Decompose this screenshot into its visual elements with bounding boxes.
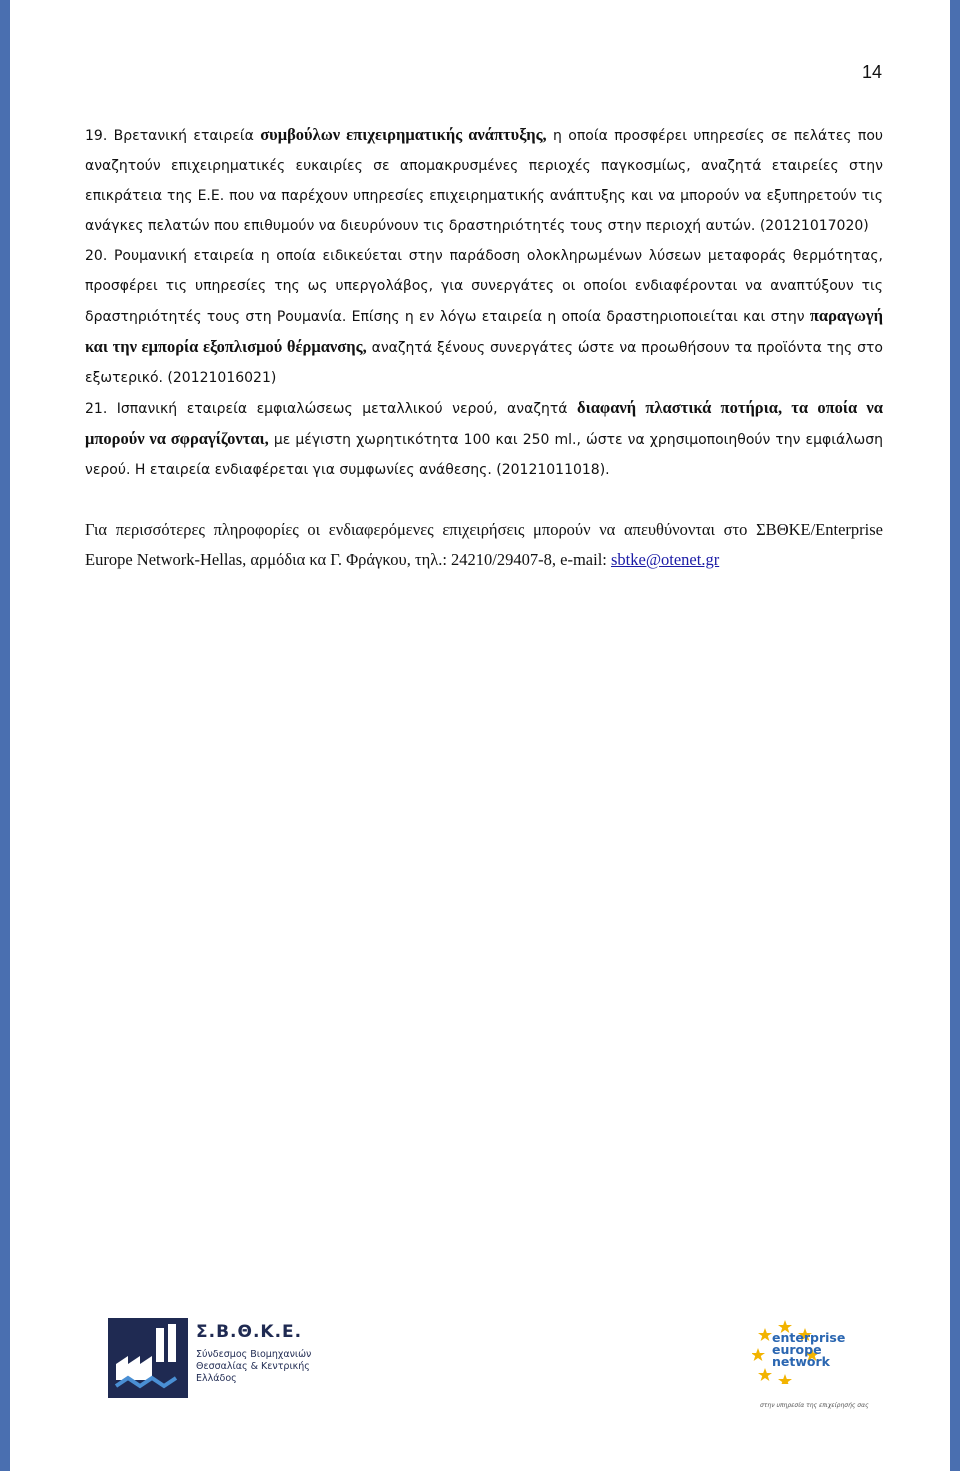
sbthke-subtitle: Σύνδεσμος Βιομηχανιών Θεσσαλίας & Κεντρικής Ελλάδος [196, 1349, 312, 1384]
item-21-text: με μέγιστη χωρητικότητα 100 και 250 ml., ώστε να χρησιμοποιηθούν την εμφιάλωση νερού. Η εταιρεία ενδιαφέρεται για συμφωνίες ανάθεσης. (20121011018). [85, 432, 883, 478]
contact-paragraph [85, 515, 883, 575]
item-19 [85, 120, 883, 241]
contact-text: Για περισσότερες πληροφορίες οι ενδιαφερόμενες επιχειρήσεις μπορούν να απευθύνονται στο ΣΒΘΚΕ/Enterprise Europe Network-Hellas, αρμόδια κα Γ. Φράγκου, τηλ.: 24210/29407-8, e-mail: [85, 520, 883, 569]
page-frame-left [0, 0, 10, 1471]
page-frame-right [950, 0, 960, 1471]
een-slogan: στην υπηρεσία της επιχείρησής σας [760, 1402, 869, 1409]
een-line-network: network [772, 1354, 830, 1369]
item-20-highlight: παραγωγή και την εμπορία εξοπλισμού θέρμανσης, [85, 306, 883, 356]
factory-logo-icon [108, 1318, 188, 1398]
sbthke-title: Σ.Β.Θ.Κ.Ε. [196, 1322, 303, 1342]
paragraph-spacer [85, 485, 883, 515]
een-wordmark [772, 1332, 845, 1368]
page-number: 14 [861, 62, 882, 82]
een-line-enterprise: enterprise [772, 1330, 846, 1345]
item-19-highlight: συμβούλων επιχειρηματικής ανάπτυξης, [260, 125, 547, 144]
email-link[interactable]: sbtke@otenet.gr [611, 550, 720, 569]
item-19-text: η οποία προσφέρει υπηρεσίες σε πελάτες που αναζητούν επιχειρηματικές ευκαιρίες σε απομακρυσμένες περιοχές παγκοσμίως, αναζητά εταιρείες στην επικράτεια της Ε.Ε. που να παρέχουν υπηρεσίες επιχειρηματικής ανάπτυξης και να μπορούν να εξυπηρετούν τις ανάγκες πελατών που επιθυμούν να διευρύνουν τις δραστηριότητές τους στην περιοχή αυτών. (20121017020) [85, 128, 883, 234]
document-body [85, 120, 883, 575]
enterprise-europe-network-logo [752, 1318, 869, 1414]
item-21-text: 21. Ισπανική εταιρεία εμφιαλώσεως μεταλλικού νερού, αναζητά [85, 401, 578, 417]
item-19-text: 19. Βρετανική εταιρεία [85, 128, 261, 144]
item-21-highlight: διαφανή πλαστικά ποτήρια, τα οποία να μπορούν να σφραγίζονται, [85, 398, 884, 448]
sbthke-logo [108, 1318, 318, 1398]
item-20-text: αναζητά ξένους συνεργάτες ώστε να προωθήσουν τα προϊόντα της στο εξωτερικό. (20121016021) [85, 340, 883, 386]
een-line-europe: europe [772, 1342, 822, 1357]
item-21 [85, 393, 883, 485]
item-20-text: 20. Ρουμανική εταιρεία η οποία ειδικεύεται στην παράδοση ολοκληρωμένων λύσεων μεταφοράς θερμότητας, προσφέρει τις υπηρεσίες της ως υπεργολάβος, για συνεργάτες οι οποίοι ενδιαφέρονται να αναπτύξουν τις δραστηριότητές τους στη Ρουμανία. Επίσης η εν λόγω εταιρεία η οποία δραστηριοποιείται και στην [85, 248, 883, 325]
item-20 [85, 241, 883, 393]
